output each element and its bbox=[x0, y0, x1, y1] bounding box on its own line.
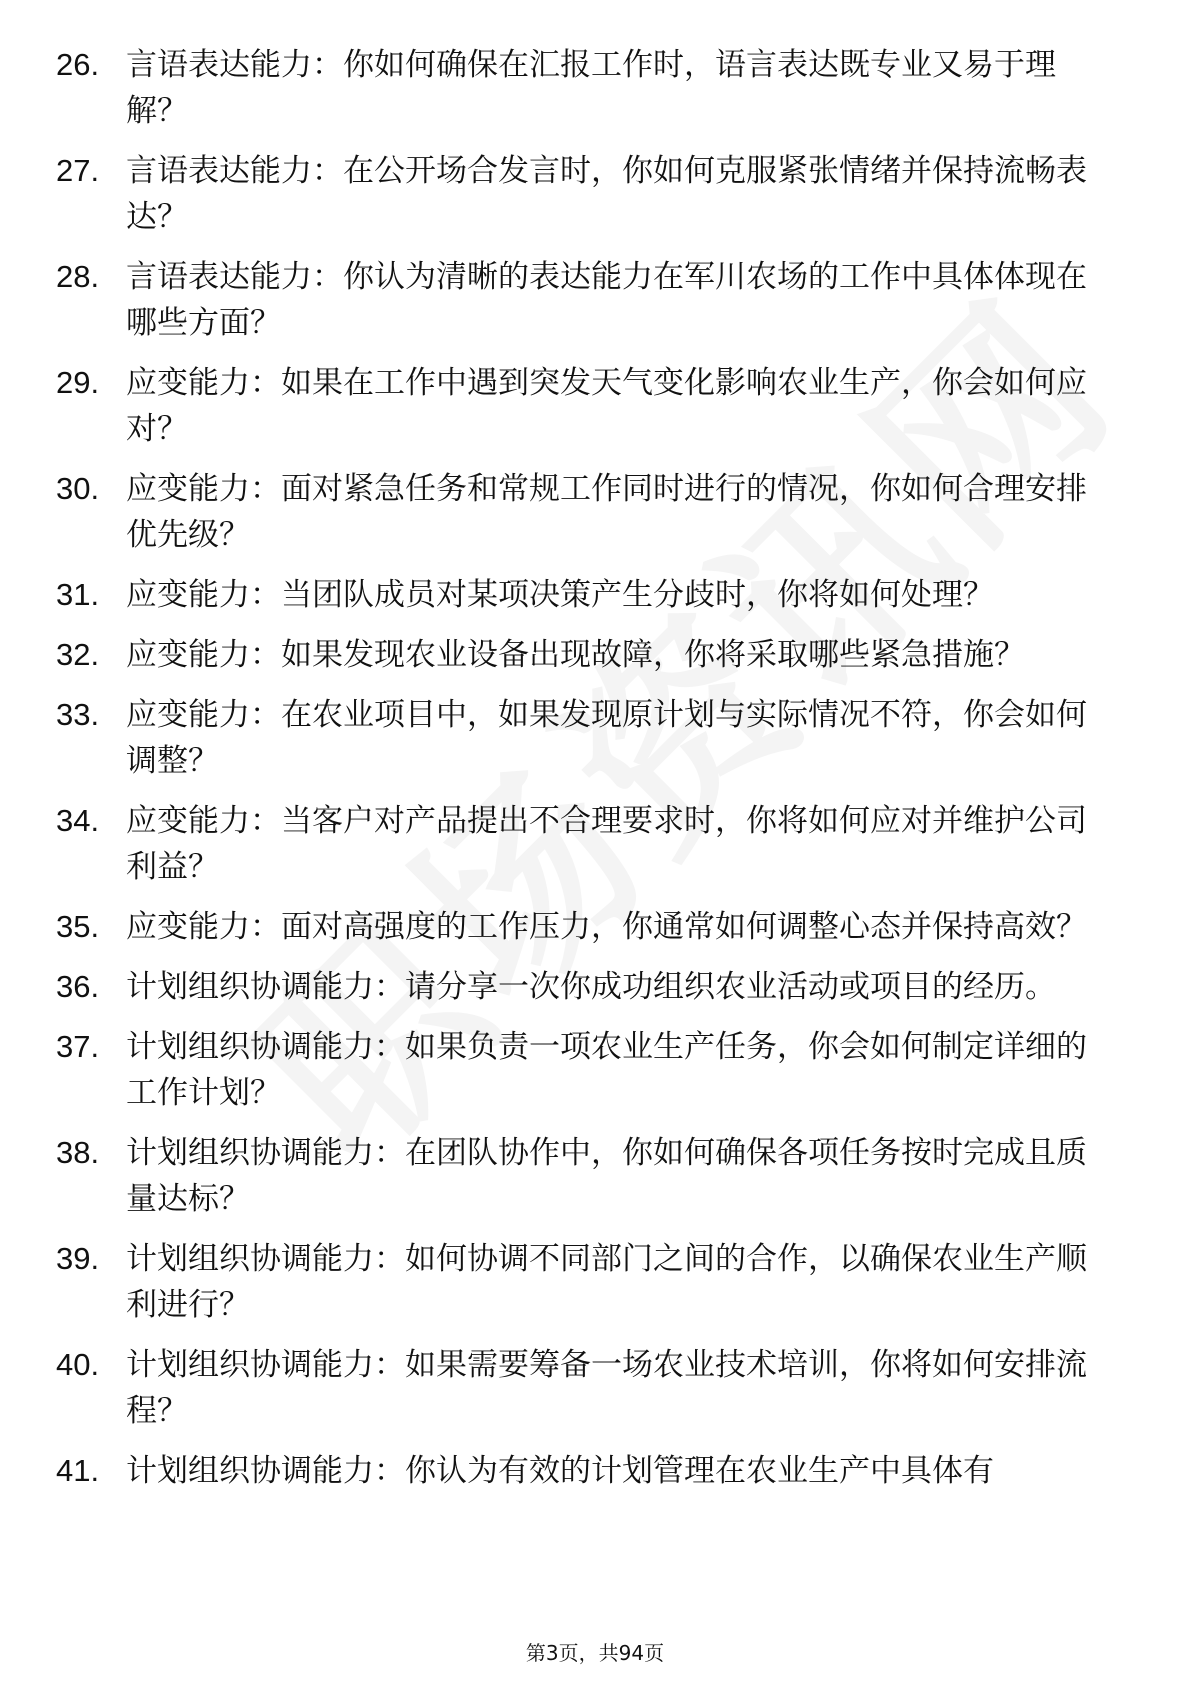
question-number: 36. bbox=[56, 969, 100, 1004]
question-number: 32. bbox=[56, 637, 100, 672]
question-item bbox=[56, 798, 1116, 890]
question-number: 34. bbox=[56, 803, 100, 838]
question-text: 计划组织协调能力：你认为有效的计划管理在农业生产中具体有 bbox=[126, 1453, 994, 1489]
question-number: 31. bbox=[56, 577, 100, 612]
question-text: 应变能力：在农业项目中，如果发现原计划与实际情况不符，你会如何调整？ bbox=[126, 697, 1087, 779]
question-list bbox=[56, 42, 1116, 1508]
question-text: 应变能力：面对紧急任务和常规工作同时进行的情况，你如何合理安排优先级？ bbox=[126, 471, 1087, 553]
question-text: 应变能力：当客户对产品提出不合理要求时，你将如何应对并维护公司利益？ bbox=[126, 803, 1087, 885]
question-text: 言语表达能力：你认为清晰的表达能力在军川农场的工作中具体体现在哪些方面？ bbox=[126, 259, 1087, 341]
question-number: 39. bbox=[56, 1241, 100, 1276]
question-text: 应变能力：如果发现农业设备出现故障，你将采取哪些紧急措施？ bbox=[126, 637, 1025, 673]
question-item bbox=[56, 572, 1116, 618]
question-text: 应变能力：当团队成员对某项决策产生分歧时，你将如何处理？ bbox=[126, 577, 994, 613]
question-item bbox=[56, 148, 1116, 240]
question-text: 计划组织协调能力：在团队协作中，你如何确保各项任务按时完成且质量达标？ bbox=[126, 1135, 1087, 1217]
question-item bbox=[56, 904, 1116, 950]
question-text: 计划组织协调能力：如何协调不同部门之间的合作，以确保农业生产顺利进行？ bbox=[126, 1241, 1087, 1323]
question-text: 应变能力：面对高强度的工作压力，你通常如何调整心态并保持高效？ bbox=[126, 909, 1087, 945]
question-number: 35. bbox=[56, 909, 100, 944]
question-item bbox=[56, 254, 1116, 346]
page-footer: 第3页，共94页 bbox=[525, 1641, 665, 1665]
question-item bbox=[56, 1024, 1116, 1116]
question-item bbox=[56, 692, 1116, 784]
question-item bbox=[56, 42, 1116, 134]
question-number: 33. bbox=[56, 697, 100, 732]
question-number: 26. bbox=[56, 47, 100, 82]
question-item bbox=[56, 964, 1116, 1010]
question-item bbox=[56, 1342, 1116, 1434]
question-item bbox=[56, 632, 1116, 678]
question-text: 计划组织协调能力：请分享一次你成功组织农业活动或项目的经历。 bbox=[126, 969, 1056, 1005]
question-item bbox=[56, 466, 1116, 558]
question-text: 计划组织协调能力：如果需要筹备一场农业技术培训，你将如何安排流程？ bbox=[126, 1347, 1087, 1429]
question-number: 30. bbox=[56, 471, 100, 506]
question-item bbox=[56, 1448, 1116, 1494]
question-number: 41. bbox=[56, 1453, 100, 1488]
question-number: 27. bbox=[56, 153, 100, 188]
question-item bbox=[56, 360, 1116, 452]
question-number: 38. bbox=[56, 1135, 100, 1170]
question-text: 计划组织协调能力：如果负责一项农业生产任务，你会如何制定详细的工作计划？ bbox=[126, 1029, 1087, 1111]
question-item bbox=[56, 1130, 1116, 1222]
question-text: 言语表达能力：你如何确保在汇报工作时，语言表达既专业又易于理解？ bbox=[126, 47, 1056, 129]
question-number: 29. bbox=[56, 365, 100, 400]
question-number: 28. bbox=[56, 259, 100, 294]
question-item bbox=[56, 1236, 1116, 1328]
question-text: 言语表达能力：在公开场合发言时，你如何克服紧张情绪并保持流畅表达？ bbox=[126, 153, 1087, 235]
question-number: 37. bbox=[56, 1029, 100, 1064]
question-number: 40. bbox=[56, 1347, 100, 1382]
question-text: 应变能力：如果在工作中遇到突发天气变化影响农业生产，你会如何应对？ bbox=[126, 365, 1087, 447]
